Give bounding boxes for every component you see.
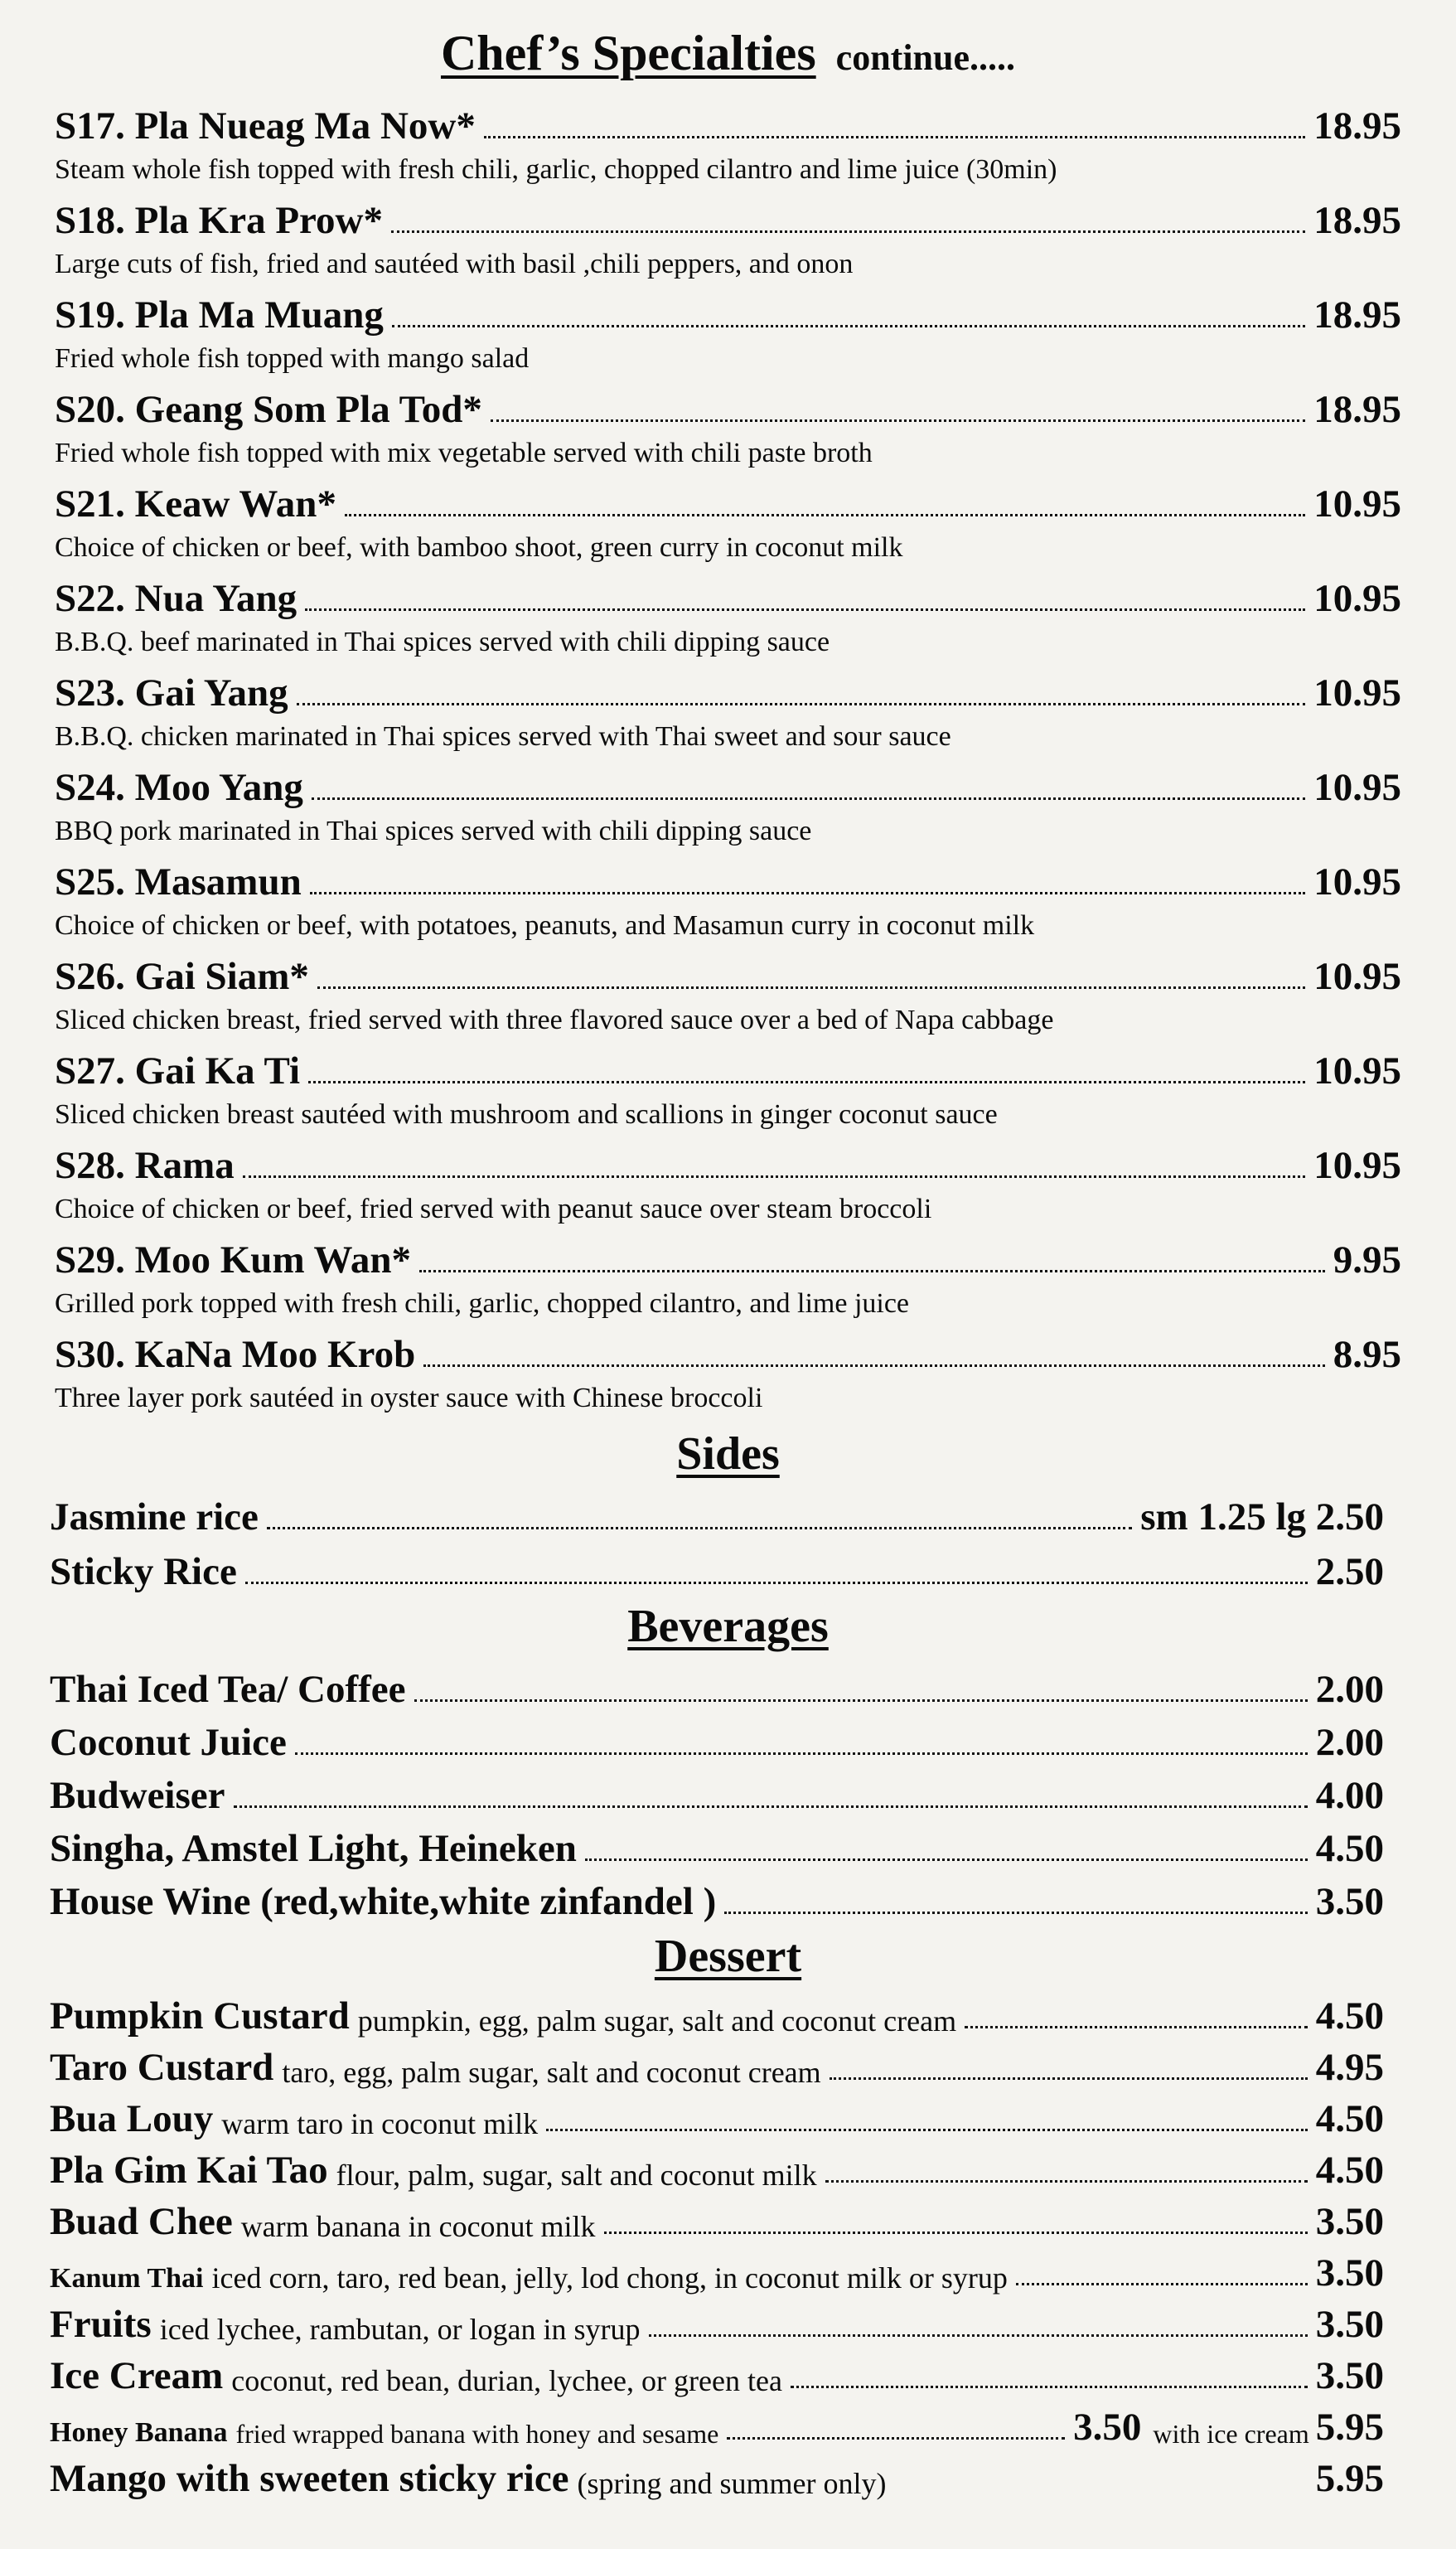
menu-item-s21 (55, 476, 1401, 562)
section-title-sides: Sides (676, 1428, 780, 1480)
item-price: 10.95 (1313, 860, 1401, 904)
menu-item-s28 (55, 1137, 1401, 1224)
item-description: coconut, red bean, durian, lychee, or green tea (231, 2364, 782, 2397)
menu-item-s25 (55, 854, 1401, 940)
item-description: Grilled pork topped with fresh chili, garlic, chopped cilantro, and lime juice (55, 1288, 910, 1319)
item-name: Jasmine rice (50, 1495, 259, 1539)
menu-item-s22 (55, 570, 1401, 657)
item-description: fried wrapped banana with honey and sesame (235, 2419, 719, 2449)
leader-dots (894, 2488, 1307, 2491)
item-name: S29. Moo Kum Wan* (55, 1238, 412, 1282)
leader-dots (830, 2077, 1308, 2080)
item-description: BBQ pork marinated in Thai spices served with chili dipping sauce (55, 816, 812, 846)
item-description: (spring and summer only) (577, 2467, 887, 2500)
leader-dots (297, 703, 1306, 705)
leader-dots (392, 325, 1305, 327)
item-extra-price: 5.95 (1315, 2406, 1384, 2449)
leader-dots (310, 892, 1306, 894)
item-description: Three layer pork sautéed in oyster sauce with Chinese broccoli (55, 1383, 763, 1413)
leader-dots (546, 2129, 1308, 2131)
item-description: flour, palm, sugar, salt and coconut milk (336, 2159, 817, 2192)
item-price: 8.95 (1333, 1333, 1401, 1376)
item-price: 10.95 (1313, 955, 1401, 998)
item-name: S21. Keaw Wan* (55, 482, 336, 526)
menu-item-s27 (55, 1043, 1401, 1129)
leader-dots (649, 2334, 1308, 2337)
menu-item-bua-louy (50, 2092, 1384, 2139)
item-description: B.B.Q. chicken marinated in Thai spices served with Thai sweet and sour sauce (55, 721, 951, 752)
item-price: 3.50 (1315, 2354, 1384, 2397)
section-title-beverages: Beverages (627, 1601, 829, 1652)
leader-dots (419, 1270, 1325, 1272)
item-description: Steam whole fish topped with fresh chili, garlic, chopped cilantro and lime juice (30min) (55, 154, 1057, 185)
leader-dots (484, 136, 1305, 138)
item-name: Sticky Rice (50, 1550, 237, 1593)
menu-item-s24 (55, 759, 1401, 846)
item-description: Large cuts of fish, fried and sautéed with basil ,chili peppers, and onon (55, 249, 854, 279)
menu-item-sticky-rice (50, 1545, 1384, 1592)
item-price: 4.50 (1315, 1994, 1384, 2038)
item-description: Choice of chicken or beef, with potatoes, peanuts, and Masamun curry in coconut milk (55, 910, 1035, 941)
item-name: Taro Custard (50, 2046, 274, 2089)
leader-dots (234, 1805, 1308, 1808)
leader-dots (727, 2437, 1065, 2440)
item-price: 18.95 (1313, 104, 1401, 148)
leader-dots (345, 514, 1305, 516)
item-price: 3.50 (1315, 2251, 1384, 2295)
leader-dots (825, 2180, 1308, 2183)
item-description: Fried whole fish topped with mix vegetable served with chili paste broth (55, 438, 873, 468)
item-name: Kanum Thai (50, 2263, 204, 2294)
item-price: 3.50 (1315, 2303, 1384, 2346)
item-description: warm banana in coconut milk (240, 2210, 596, 2243)
menu-item-s18 (55, 192, 1401, 279)
item-description: Choice of chicken or beef, fried served with peanut sauce over steam broccoli (55, 1194, 932, 1224)
menu-item-kanum-thai (50, 2246, 1384, 2293)
item-price: 10.95 (1313, 1049, 1401, 1093)
menu-item-s20 (55, 381, 1401, 468)
item-name: House Wine (red,white,white zinfandel ) (50, 1880, 717, 1923)
item-price: 4.50 (1315, 2097, 1384, 2140)
item-name: Mango with sweeten sticky rice (50, 2457, 569, 2500)
leader-dots (585, 1858, 1308, 1861)
leader-dots (308, 1081, 1305, 1083)
item-name: S22. Nua Yang (55, 577, 297, 620)
menu-item-fruits (50, 2298, 1384, 2344)
menu-item-buad-chee (50, 2195, 1384, 2241)
item-price: 10.95 (1313, 766, 1401, 809)
item-price: 9.95 (1333, 1238, 1401, 1282)
menu-item-s17 (55, 98, 1401, 184)
menu-item-honey-banana (50, 2401, 1384, 2447)
item-price: 2.50 (1315, 1550, 1384, 1593)
menu-item-ice-cream (50, 2349, 1384, 2396)
item-description: B.B.Q. beef marinated in Thai spices served with chili dipping sauce (55, 627, 830, 657)
item-name: S19. Pla Ma Muang (55, 293, 384, 337)
leader-dots (305, 608, 1305, 611)
menu-item-thai-iced-tea (50, 1663, 1384, 1709)
item-price: 18.95 (1313, 293, 1401, 337)
item-name: S20. Geang Som Pla Tod* (55, 388, 482, 431)
menu-item-house-wine (50, 1875, 1384, 1921)
menu-item-pumpkin-custard (50, 1989, 1384, 2036)
leader-dots (423, 1364, 1325, 1367)
item-description: pumpkin, egg, palm sugar, salt and coconut cream (357, 2004, 957, 2038)
leader-dots (491, 419, 1305, 422)
title-chefs-specialties: Chef’s Specialties (440, 26, 816, 80)
item-price: 18.95 (1313, 388, 1401, 431)
item-name: Ice Cream (50, 2354, 224, 2397)
item-description: Sliced chicken breast, fried served with three flavored sauce over a bed of Napa cabbage (55, 1005, 1054, 1035)
page-title (0, 25, 1456, 82)
item-name: S23. Gai Yang (55, 671, 288, 715)
item-name: S27. Gai Ka Ti (55, 1049, 301, 1093)
leader-dots (312, 797, 1305, 800)
item-name: S30. KaNa Moo Krob (55, 1333, 416, 1376)
leader-dots (965, 2026, 1308, 2028)
item-price: 3.50 (1073, 2406, 1142, 2449)
item-price: 4.95 (1315, 2046, 1384, 2089)
item-name: S17. Pla Nueag Ma Now* (55, 104, 476, 148)
menu-item-pla-gim-kai-tao (50, 2144, 1384, 2190)
item-price: 2.00 (1315, 1721, 1384, 1764)
leader-dots (243, 1175, 1306, 1178)
menu-item-mango-sticky-rice (50, 2452, 1384, 2498)
item-name: S25. Masamun (55, 860, 302, 904)
item-price: 2.00 (1315, 1668, 1384, 1711)
item-price: 10.95 (1313, 671, 1401, 715)
menu-item-jasmine-rice (50, 1490, 1384, 1537)
item-name: Budweiser (50, 1774, 225, 1817)
item-name: S24. Moo Yang (55, 766, 303, 809)
item-name: S18. Pla Kra Prow* (55, 199, 383, 242)
item-description: Choice of chicken or beef, with bamboo shoot, green curry in coconut milk (55, 532, 903, 563)
leader-dots (267, 1527, 1132, 1529)
item-price: 18.95 (1313, 199, 1401, 242)
item-description: iced lychee, rambutan, or logan in syrup (159, 2313, 641, 2346)
item-price: 3.50 (1315, 1880, 1384, 1923)
item-price: 5.95 (1315, 2457, 1384, 2500)
leader-dots (245, 1582, 1308, 1584)
menu-item-s23 (55, 665, 1401, 751)
item-name: Bua Louy (50, 2097, 214, 2140)
item-name: Pumpkin Custard (50, 1994, 350, 2038)
item-price: 10.95 (1313, 482, 1401, 526)
leader-dots (391, 230, 1305, 233)
item-name: Thai Iced Tea/ Coffee (50, 1668, 406, 1711)
leader-dots (604, 2232, 1308, 2234)
item-name: Buad Chee (50, 2200, 233, 2243)
item-name: S26. Gai Siam* (55, 955, 309, 998)
item-name: Singha, Amstel Light, Heineken (50, 1827, 577, 1870)
item-price: 4.00 (1315, 1774, 1384, 1817)
menu-item-imported-beer (50, 1822, 1384, 1868)
title-continue: continue..... (835, 37, 1016, 78)
item-price: 4.50 (1315, 2149, 1384, 2192)
menu-item-coconut-juice (50, 1716, 1384, 1762)
leader-dots (791, 2386, 1308, 2388)
leader-dots (317, 986, 1305, 989)
item-name: S28. Rama (55, 1144, 235, 1187)
item-name: Coconut Juice (50, 1721, 287, 1764)
leader-dots (1016, 2283, 1308, 2285)
item-price: 10.95 (1313, 1144, 1401, 1187)
item-price: sm 1.25 lg 2.50 (1140, 1495, 1384, 1539)
item-name: Honey Banana (50, 2417, 228, 2448)
item-description: warm taro in coconut milk (221, 2107, 539, 2140)
leader-dots (724, 1912, 1308, 1914)
item-description: Fried whole fish topped with mango salad (55, 343, 530, 374)
menu-item-s26 (55, 948, 1401, 1035)
item-extra-label: with ice cream (1153, 2419, 1309, 2449)
item-name: Pla Gim Kai Tao (50, 2149, 328, 2192)
menu-item-s30 (55, 1326, 1401, 1413)
section-title-dessert: Dessert (654, 1931, 802, 1982)
item-name: Fruits (50, 2303, 152, 2346)
menu-item-s19 (55, 287, 1401, 373)
menu-item-taro-custard (50, 2041, 1384, 2087)
leader-dots (295, 1752, 1308, 1755)
item-description: iced corn, taro, red bean, jelly, lod chong, in coconut milk or syrup (211, 2261, 1008, 2295)
menu-item-budweiser (50, 1769, 1384, 1815)
leader-dots (414, 1699, 1308, 1702)
item-description: Sliced chicken breast sautéed with mushroom and scallions in ginger coconut sauce (55, 1099, 998, 1130)
item-description: taro, egg, palm sugar, salt and coconut cream (282, 2056, 821, 2089)
menu-item-s29 (55, 1232, 1401, 1318)
item-price: 10.95 (1313, 577, 1401, 620)
item-price: 3.50 (1315, 2200, 1384, 2243)
item-price: 4.50 (1315, 1827, 1384, 1870)
